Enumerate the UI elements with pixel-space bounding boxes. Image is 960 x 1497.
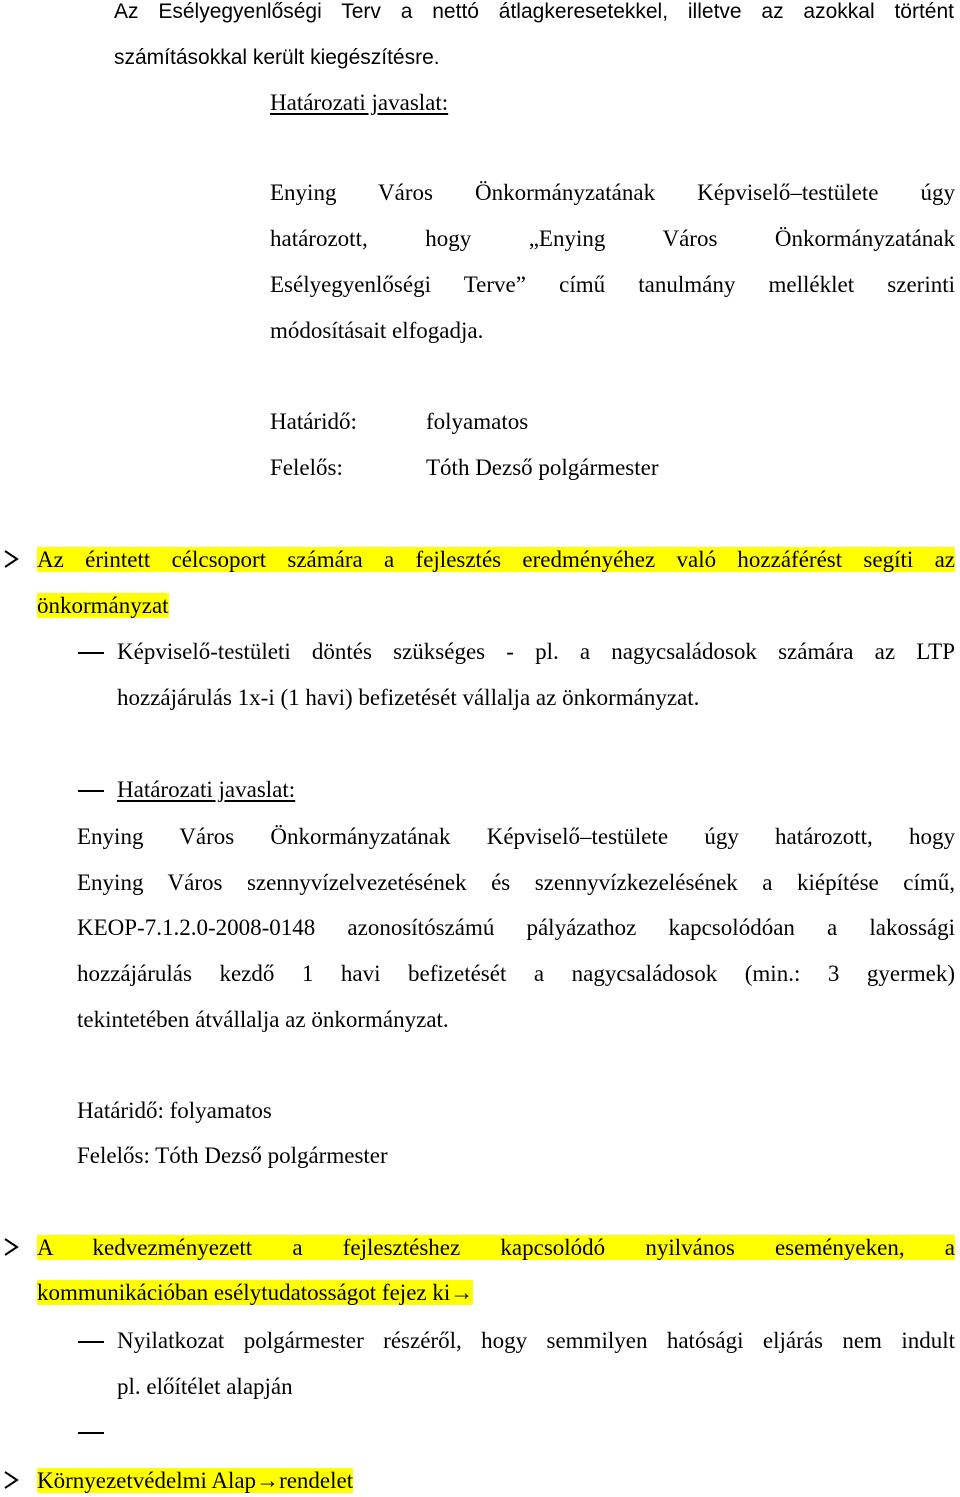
section-title-highlight: Az érintett célcsoport számára a fejlesztés eredményéhez való hozzáférést segíti az [37, 547, 955, 572]
responsible-value: Tóth Dezső polgármester [426, 455, 659, 480]
intro-line-2: számításokkal került kiegészítésre. [114, 46, 440, 69]
resolution-text-line: Enying Város Önkormányzatának Képviselő–testülete úgy határozott, hogy [77, 824, 955, 849]
section-title [37, 1468, 353, 1494]
deadline-line: Határidő: folyamatos [77, 1098, 272, 1123]
right-arrow-icon: → [256, 1468, 280, 1493]
arrow-bullet-icon [2, 1236, 20, 1258]
section-title-highlight: A kedvezményezett a fejlesztéshez kapcsolódó nyilvános eseményeken, a [37, 1235, 955, 1260]
dash-icon [78, 1432, 104, 1434]
arrow-bullet-icon [2, 1469, 20, 1491]
list-item-line-1: Nyilatkozat polgármester részéről, hogy semmilyen hatósági eljárás nem indult [117, 1328, 955, 1353]
section-title-line-1 [37, 1235, 955, 1261]
deadline-value: folyamatos [426, 409, 529, 434]
resolution-text-line: hozzájárulás kezdő 1 havi befizetését a nagycsaládosok (min.: 3 gyermek) [77, 961, 955, 986]
responsible-line: Felelős: Tóth Dezső polgármester [77, 1143, 388, 1168]
dash-icon [78, 1341, 104, 1343]
arrow-bullet-icon [2, 548, 20, 570]
section-title-highlight [37, 1280, 473, 1305]
resolution-text-line: Enying Város Önkormányzatának Képviselő–testülete úgy [270, 180, 955, 205]
resolution-text-line: határozott, hogy „Enying Város Önkormányzatának [270, 226, 955, 251]
resolution-heading: Határozati javaslat: [270, 90, 449, 115]
deadline-label: Határidő: [270, 409, 357, 434]
section-title-part-b: rendelet [279, 1468, 354, 1493]
section-title-highlight: önkormányzat [37, 593, 169, 618]
list-item-line-2: hozzájárulás 1x-i (1 havi) befizetését vállalja az önkormányzat. [117, 685, 700, 710]
resolution-text-line: KEOP-7.1.2.0-2008-0148 azonosítószámú pályázathoz kapcsolódóan a lakossági [77, 915, 955, 940]
list-item-line-1: Képviselő-testületi döntés szükséges - pl. a nagycsaládosok számára az LTP [117, 639, 955, 664]
section-title-line-2 [37, 593, 169, 619]
dash-icon [78, 790, 104, 792]
dash-icon [78, 652, 104, 654]
section-title-highlight [37, 1468, 353, 1493]
section-title-text: kommunikációban esélytudatosságot fejez ki [37, 1280, 451, 1305]
right-arrow-icon: → [450, 1280, 474, 1305]
resolution-text-line: módosításait elfogadja. [270, 318, 484, 343]
section-title-line-1 [37, 547, 955, 573]
resolution-heading: Határozati javaslat: [117, 777, 296, 802]
section-title-line-2 [37, 1280, 473, 1306]
resolution-text-line: tekintetében átvállalja az önkormányzat. [77, 1007, 449, 1032]
responsible-label: Felelős: [270, 455, 343, 480]
section-title-part-a: Környezetvédelmi Alap [37, 1468, 257, 1493]
resolution-text-line: Enying Város szennyvízelvezetésének és szennyvízkezelésének a kiépítése című, [77, 870, 955, 895]
list-item-line-2: pl. előítélet alapján [117, 1374, 293, 1399]
intro-line-1: Az Esélyegyenlőségi Terv a nettó átlagkeresetekkel, illetve az azokkal történt [114, 0, 954, 23]
resolution-text-line: Esélyegyenlőségi Terve” című tanulmány melléklet szerinti [270, 272, 955, 297]
